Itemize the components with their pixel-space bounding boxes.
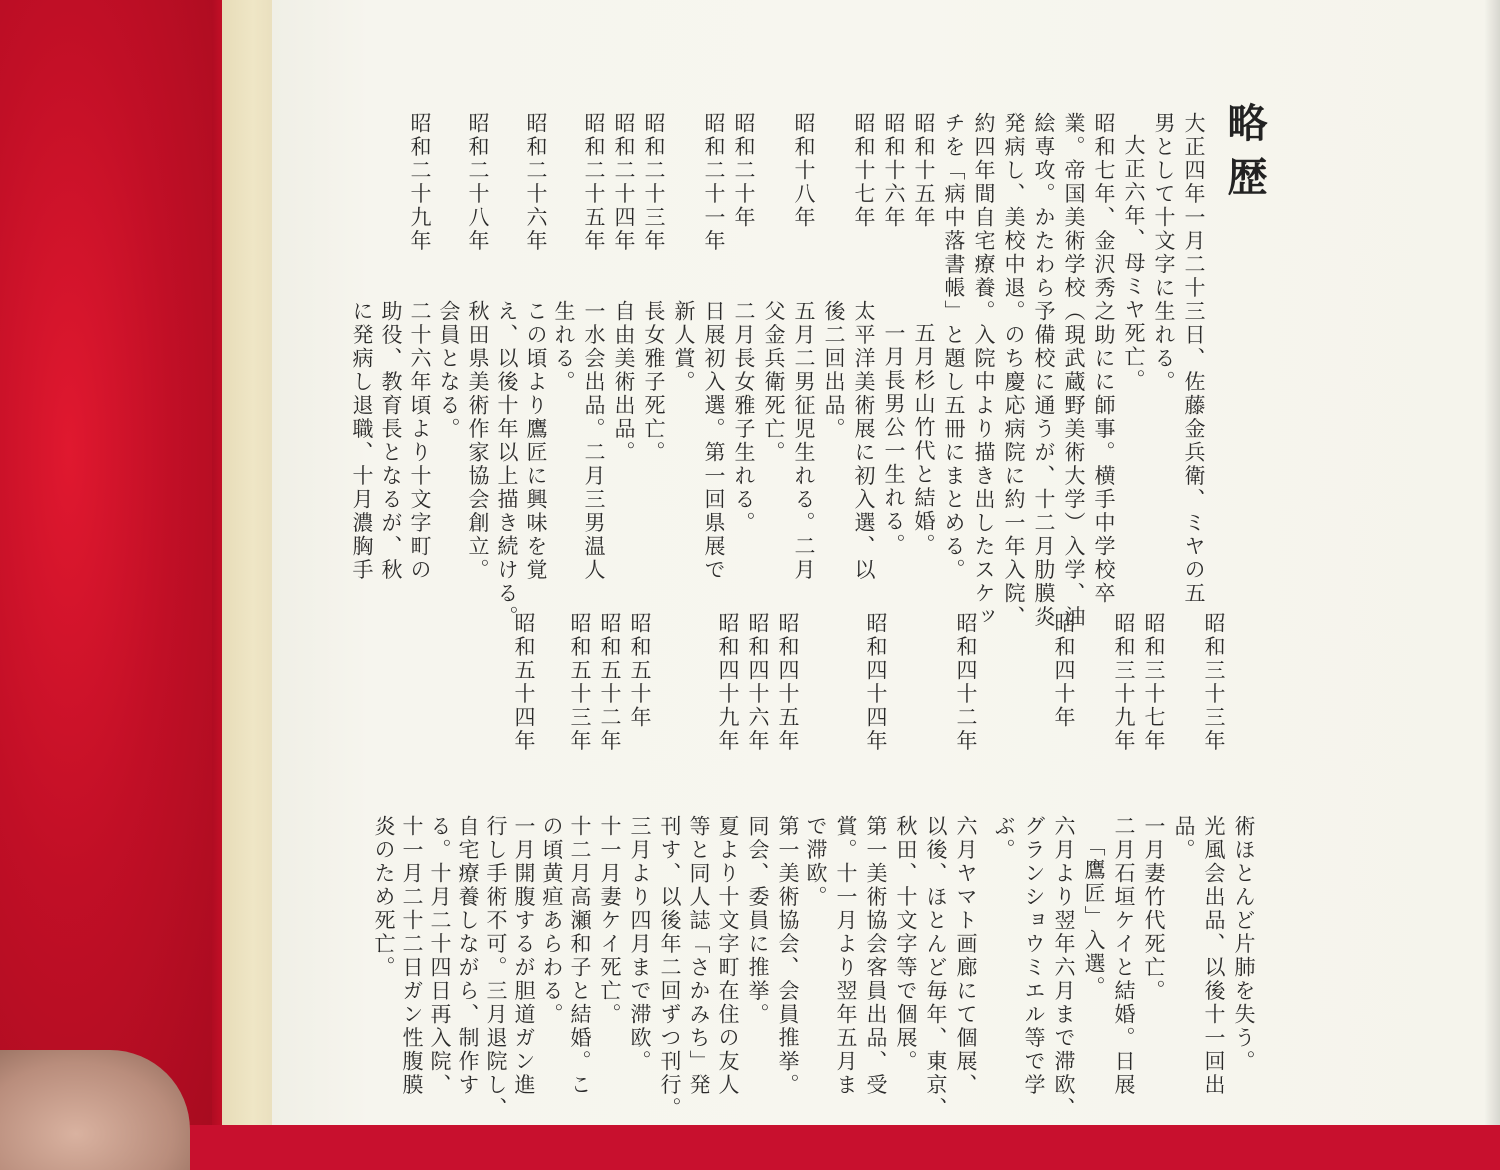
intro-line: 発病し、美校中退。のち慶応病院に約一年入院、 bbox=[1002, 112, 1026, 629]
entry-text: 賞。十一月より翌年五月ま bbox=[834, 815, 858, 1097]
intro-line: 大正四年一月二十三日、佐藤金兵衛、ミヤの五 bbox=[1182, 112, 1206, 606]
entry-text: 品。 bbox=[1172, 815, 1196, 862]
year-label: 昭和五十二年 bbox=[598, 612, 622, 753]
entry-text: え、以後十年以上描き続ける。 bbox=[495, 300, 519, 629]
entry-text: 「鷹匠」入選。 bbox=[1082, 835, 1106, 1000]
year-label: 昭和四十九年 bbox=[716, 612, 740, 753]
entry-text: 二十六年頃より十文字町の bbox=[408, 300, 432, 582]
year-label: 昭和二十六年 bbox=[524, 112, 548, 253]
year-label: 昭和二十年 bbox=[732, 112, 756, 230]
entry-text: 自宅療養しながら、制作す bbox=[456, 815, 480, 1097]
entry-text: 自由美術出品。 bbox=[612, 300, 636, 465]
year-label: 昭和二十一年 bbox=[702, 112, 726, 253]
year-label: 昭和二十五年 bbox=[582, 112, 606, 253]
entry-text: 夏より十文字町在住の友人 bbox=[716, 815, 740, 1097]
entry-text: 助役、教育長となるが、秋 bbox=[379, 300, 403, 582]
year-label: 昭和十八年 bbox=[792, 112, 816, 230]
entry-text: 父金兵衛死亡。 bbox=[762, 300, 786, 465]
entry-text: 秋田、十文字等で個展。 bbox=[894, 815, 918, 1074]
year-label: 昭和四十四年 bbox=[864, 612, 888, 753]
entry-text: 炎のため死亡。 bbox=[372, 815, 396, 980]
intro-line: チを「病中落書帳」と題し五冊にまとめる。 bbox=[942, 112, 966, 582]
entry-text: 秋田県美術作家協会創立。 bbox=[466, 300, 490, 582]
entry-text: 一月長男公一生れる。 bbox=[882, 322, 906, 557]
entry-text: 第一美術協会、会員推挙。 bbox=[776, 815, 800, 1097]
year-label: 昭和二十九年 bbox=[408, 112, 432, 253]
entry-text: 二月長女雅子生れる。 bbox=[732, 300, 756, 535]
entry-text: 一月開腹するが胆道ガン進 bbox=[512, 815, 536, 1097]
year-label: 昭和三十七年 bbox=[1142, 612, 1166, 753]
year-label: 昭和十六年 bbox=[882, 112, 906, 230]
entry-text: 第一美術協会客員出品、受 bbox=[864, 815, 888, 1097]
entry-text: 長女雅子死亡。 bbox=[642, 300, 666, 465]
entry-text: 十一月二十二日ガン性腹膜 bbox=[400, 815, 424, 1097]
entry-text: この頃より鷹匠に興味を覚 bbox=[524, 300, 548, 582]
entry-text: 日展初入選。第一回県展で bbox=[702, 300, 726, 582]
intro-line: 業。帝国美術学校（現武蔵野美術大学）入学、油 bbox=[1062, 112, 1086, 629]
entry-text: の頃黄疸あらわる。 bbox=[540, 815, 564, 1027]
entry-text: 五月二男征児生れる。二月 bbox=[792, 300, 816, 582]
year-label: 昭和五十四年 bbox=[512, 612, 536, 753]
intro-line: 約四年間自宅療養。入院中より描き出したスケッ bbox=[972, 112, 996, 629]
entry-text: 六月より翌年六月まで滞欧、 bbox=[1052, 815, 1076, 1121]
entry-text: 一月妻竹代死亡。 bbox=[1142, 815, 1166, 1003]
entry-text: 後二回出品。 bbox=[822, 300, 846, 441]
year-label: 昭和二十八年 bbox=[466, 112, 490, 253]
entry-text: 五月杉山竹代と結婚。 bbox=[912, 322, 936, 557]
year-label: 昭和十七年 bbox=[852, 112, 876, 230]
intro-line: 男として十文字に生れる。 bbox=[1152, 112, 1176, 394]
entry-text: に発病し退職、十月濃胸手 bbox=[350, 300, 374, 582]
entry-text: グランショウミエル等で学 bbox=[1022, 815, 1046, 1097]
entry-text: 行し手術不可。三月退院し、 bbox=[484, 815, 508, 1121]
entry-text: る。十月二十四日再入院、 bbox=[428, 815, 452, 1097]
entry-text: 二月石垣ケイと結婚。日展 bbox=[1112, 815, 1136, 1097]
page-edge-shadow bbox=[1484, 0, 1500, 1125]
red-cloth-cover bbox=[0, 0, 230, 1125]
entry-text: 会員となる。 bbox=[437, 300, 461, 441]
holding-thumb bbox=[0, 1050, 190, 1170]
entry-text: 刊す、以後年二回ずつ刊行。 bbox=[658, 815, 682, 1121]
year-label: 昭和十五年 bbox=[912, 112, 936, 230]
intro-line: 昭和七年、金沢秀之助にに師事。横手中学校卒 bbox=[1092, 112, 1116, 606]
year-label: 昭和三十三年 bbox=[1202, 612, 1226, 753]
year-label: 昭和二十三年 bbox=[642, 112, 666, 253]
entry-text: 新人賞。 bbox=[672, 300, 696, 394]
page-title: 略歴 bbox=[1221, 102, 1267, 210]
endpaper-strip bbox=[222, 0, 274, 1125]
entry-text: 三月より四月まで滞欧。 bbox=[628, 815, 652, 1074]
entry-text: 生れる。 bbox=[552, 300, 576, 394]
entry-text: 以後、ほとんど毎年、東京、 bbox=[924, 815, 948, 1121]
entry-text: 術ほとんど片肺を失う。 bbox=[1232, 815, 1256, 1074]
intro-line: 大正六年、母ミヤ死亡。 bbox=[1122, 134, 1146, 393]
year-label: 昭和四十五年 bbox=[776, 612, 800, 753]
entry-text: 一水会出品。二月三男温人 bbox=[582, 300, 606, 582]
entry-text: で滞欧。 bbox=[804, 815, 828, 909]
entry-text: 等と同人誌「さかみち」発 bbox=[687, 815, 711, 1097]
year-label: 昭和三十九年 bbox=[1112, 612, 1136, 753]
year-label: 昭和二十四年 bbox=[612, 112, 636, 253]
entry-text: 十一月妻ケイ死亡。 bbox=[598, 815, 622, 1027]
entry-text: 太平洋美術展に初入選、以 bbox=[852, 300, 876, 582]
year-label: 昭和五十年 bbox=[628, 612, 652, 730]
year-label: 昭和四十六年 bbox=[746, 612, 770, 753]
entry-text: 同会、委員に推挙。 bbox=[746, 815, 770, 1027]
intro-line: 絵専攻。かたわら予備校に通うが、十二月肋膜炎 bbox=[1032, 112, 1056, 629]
entry-text: ぶ。 bbox=[992, 815, 1016, 862]
entry-text: 光風会出品、以後十一回出 bbox=[1202, 815, 1226, 1097]
entry-text: 十二月高瀬和子と結婚。こ bbox=[568, 815, 592, 1097]
year-label: 昭和五十三年 bbox=[568, 612, 592, 753]
year-label: 昭和四十二年 bbox=[954, 612, 978, 753]
year-label: 昭和四十年 bbox=[1052, 612, 1076, 730]
entry-text: 六月ヤマト画廊にて個展、 bbox=[954, 815, 978, 1097]
